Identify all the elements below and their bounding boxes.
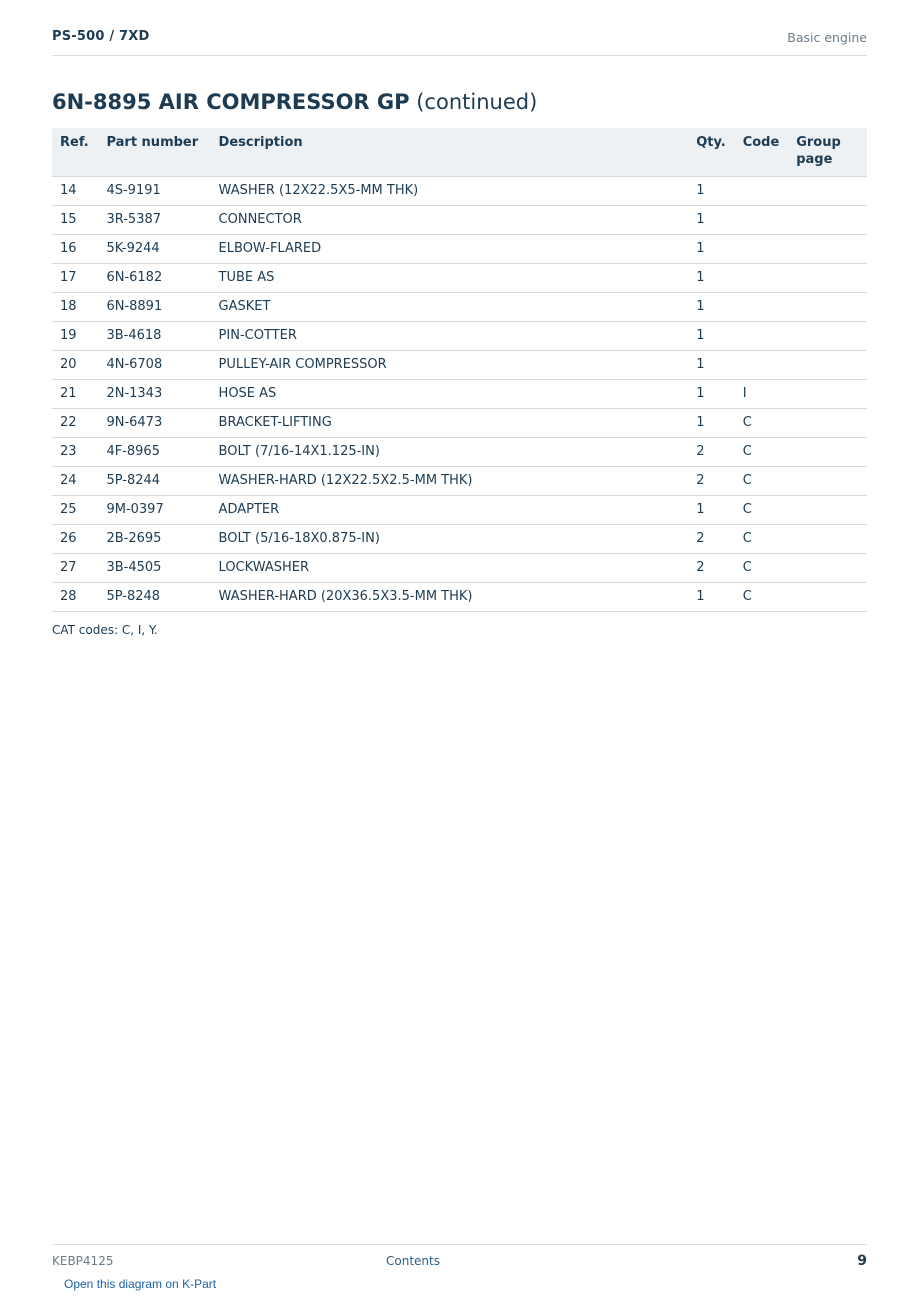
table-row xyxy=(52,525,867,554)
cell-qty: 1 xyxy=(688,351,734,380)
cell-part-number: 5P-8244 xyxy=(98,467,210,496)
cell-code xyxy=(735,177,789,206)
cell-ref: 28 xyxy=(52,583,98,612)
cell-qty: 1 xyxy=(688,235,734,264)
cell-ref: 20 xyxy=(52,351,98,380)
table-row xyxy=(52,496,867,525)
table-row xyxy=(52,293,867,322)
cell-ref: 14 xyxy=(52,177,98,206)
cell-part-number: 3B-4505 xyxy=(98,554,210,583)
table-row xyxy=(52,467,867,496)
cell-qty: 1 xyxy=(688,583,734,612)
cell-description: PIN-COTTER xyxy=(211,322,689,351)
cell-description: BOLT (7/16-14X1.125-IN) xyxy=(211,438,689,467)
cell-code xyxy=(735,264,789,293)
table-row xyxy=(52,206,867,235)
cell-group-page xyxy=(788,380,867,409)
cell-part-number: 5P-8248 xyxy=(98,583,210,612)
col-header-qty: Qty. xyxy=(688,128,734,177)
cell-group-page xyxy=(788,206,867,235)
cell-code: C xyxy=(735,583,789,612)
cell-qty: 2 xyxy=(688,525,734,554)
cell-part-number: 6N-8891 xyxy=(98,293,210,322)
cell-description: WASHER (12X22.5X5-MM THK) xyxy=(211,177,689,206)
cell-ref: 18 xyxy=(52,293,98,322)
table-row xyxy=(52,351,867,380)
cell-description: WASHER-HARD (20X36.5X3.5-MM THK) xyxy=(211,583,689,612)
cell-group-page xyxy=(788,525,867,554)
col-header-description: Description xyxy=(211,128,689,177)
cell-code: C xyxy=(735,409,789,438)
col-header-part-number: Part number xyxy=(98,128,210,177)
cell-qty: 1 xyxy=(688,380,734,409)
cell-ref: 26 xyxy=(52,525,98,554)
cell-qty: 1 xyxy=(688,206,734,235)
cell-qty: 1 xyxy=(688,322,734,351)
cell-description: WASHER-HARD (12X22.5X2.5-MM THK) xyxy=(211,467,689,496)
cell-code: I xyxy=(735,380,789,409)
table-row xyxy=(52,322,867,351)
cell-part-number: 5K-9244 xyxy=(98,235,210,264)
cell-code: C xyxy=(735,525,789,554)
table-row xyxy=(52,177,867,206)
cell-qty: 1 xyxy=(688,293,734,322)
parts-table xyxy=(52,128,867,612)
cell-group-page xyxy=(788,264,867,293)
cell-part-number: 2N-1343 xyxy=(98,380,210,409)
cell-group-page xyxy=(788,438,867,467)
table-row xyxy=(52,380,867,409)
cell-group-page xyxy=(788,293,867,322)
cell-part-number: 4S-9191 xyxy=(98,177,210,206)
cell-code xyxy=(735,351,789,380)
cell-code xyxy=(735,235,789,264)
cell-ref: 27 xyxy=(52,554,98,583)
cell-ref: 25 xyxy=(52,496,98,525)
cell-group-page xyxy=(788,583,867,612)
cell-code xyxy=(735,322,789,351)
col-header-code: Code xyxy=(735,128,789,177)
cell-description: ADAPTER xyxy=(211,496,689,525)
cell-group-page xyxy=(788,351,867,380)
cell-group-page xyxy=(788,496,867,525)
table-row xyxy=(52,264,867,293)
cell-qty: 2 xyxy=(688,438,734,467)
open-diagram-kpart-link[interactable]: Open this diagram on K-Part xyxy=(64,1277,217,1291)
cell-code: C xyxy=(735,438,789,467)
cell-group-page xyxy=(788,322,867,351)
cell-qty: 2 xyxy=(688,467,734,496)
cell-description: CONNECTOR xyxy=(211,206,689,235)
cell-part-number: 4N-6708 xyxy=(98,351,210,380)
cell-ref: 23 xyxy=(52,438,98,467)
cell-part-number: 9M-0397 xyxy=(98,496,210,525)
table-header-row xyxy=(52,128,867,177)
cell-description: PULLEY-AIR COMPRESSOR xyxy=(211,351,689,380)
cell-group-page xyxy=(788,467,867,496)
document-code: KEBP4125 xyxy=(52,1254,114,1268)
cat-codes-note: CAT codes: C, I, Y. xyxy=(52,623,158,637)
cell-description: BOLT (5/16-18X0.875-IN) xyxy=(211,525,689,554)
cell-ref: 16 xyxy=(52,235,98,264)
cell-description: ELBOW-FLARED xyxy=(211,235,689,264)
cell-code: C xyxy=(735,496,789,525)
cell-description: BRACKET-LIFTING xyxy=(211,409,689,438)
cell-ref: 22 xyxy=(52,409,98,438)
cell-part-number: 6N-6182 xyxy=(98,264,210,293)
cell-description: TUBE AS xyxy=(211,264,689,293)
cell-code xyxy=(735,293,789,322)
cell-qty: 1 xyxy=(688,177,734,206)
cell-qty: 1 xyxy=(688,264,734,293)
cell-group-page xyxy=(788,177,867,206)
cell-group-page xyxy=(788,235,867,264)
cell-part-number: 3B-4618 xyxy=(98,322,210,351)
cell-ref: 15 xyxy=(52,206,98,235)
cell-group-page xyxy=(788,409,867,438)
cell-ref: 17 xyxy=(52,264,98,293)
cell-ref: 24 xyxy=(52,467,98,496)
table-row xyxy=(52,438,867,467)
page-header xyxy=(52,28,867,56)
model-label: PS-500 / 7XD xyxy=(52,29,150,44)
title-suffix: (continued) xyxy=(416,90,538,114)
section-name: Basic engine xyxy=(787,30,867,45)
cell-part-number: 3R-5387 xyxy=(98,206,210,235)
cell-ref: 19 xyxy=(52,322,98,351)
cell-group-page xyxy=(788,554,867,583)
cell-description: LOCKWASHER xyxy=(211,554,689,583)
cell-code: C xyxy=(735,467,789,496)
cell-qty: 2 xyxy=(688,554,734,583)
page-footer xyxy=(52,1244,867,1275)
cell-part-number: 2B-2695 xyxy=(98,525,210,554)
cell-code xyxy=(735,206,789,235)
cell-description: GASKET xyxy=(211,293,689,322)
table-row xyxy=(52,409,867,438)
cell-ref: 21 xyxy=(52,380,98,409)
contents-link[interactable]: Contents xyxy=(386,1254,440,1268)
cell-description: HOSE AS xyxy=(211,380,689,409)
table-row xyxy=(52,554,867,583)
group-name: 6N-8895 AIR COMPRESSOR GP xyxy=(52,90,410,114)
cell-part-number: 4F-8965 xyxy=(98,438,210,467)
cell-part-number: 9N-6473 xyxy=(98,409,210,438)
page-number: 9 xyxy=(857,1253,867,1269)
cell-qty: 1 xyxy=(688,496,734,525)
table-row xyxy=(52,583,867,612)
col-header-ref: Ref. xyxy=(52,128,98,177)
cell-qty: 1 xyxy=(688,409,734,438)
page-title xyxy=(52,90,537,114)
col-header-group-page: Group page xyxy=(788,128,867,177)
table-row xyxy=(52,235,867,264)
cell-code: C xyxy=(735,554,789,583)
parts-table-body xyxy=(52,177,867,612)
